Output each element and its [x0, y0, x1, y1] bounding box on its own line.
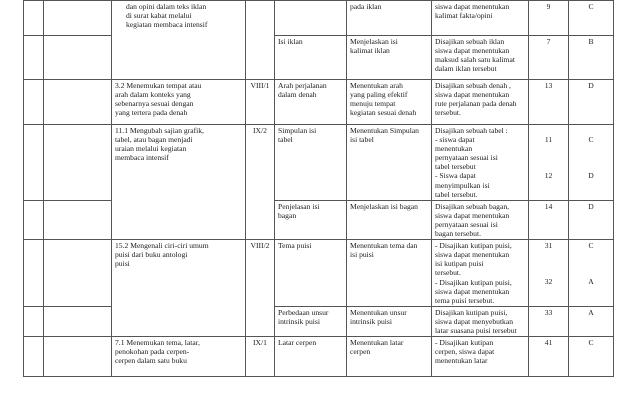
blank-cell [44, 306, 112, 336]
materi-cell: Simpulan isi tabel [275, 125, 347, 201]
kunci-jawaban-value: C [588, 241, 594, 251]
bentuk-soal-cell: - Disajikan kutipan puisi, siswa dapat menentukan isi kutipan puisi tersebut. - Disajikan kutipan puisi, siswa dapat menentukan tema puisi tersebut. [432, 240, 529, 307]
kunci-jawaban-value: D [588, 171, 594, 181]
nomor-soal-value: 12 [544, 171, 553, 181]
bentuk-soal-cell: Disajikan sebuah denah , siswa dapat menentukan rute perjalanan pada denah tersebut. [432, 80, 529, 125]
bentuk-soal-cell: Disajikan sebuah tabel : - siswa dapat menentukan pernyataan sesuai isi tabel tersebut - Siswa dapat menyimpulkan isi tabel tersebut. [432, 125, 529, 201]
kunci-jawaban-value: C [588, 135, 594, 144]
bentuk-soal-cell: Disajikan kutipan puisi, siswa dapat menyebutkan latar suasana puisi tersebut [432, 306, 529, 336]
nomor-soal-cell: 41 [529, 337, 569, 377]
blank-cell [44, 1, 112, 36]
kunci-jawaban-cell: D [569, 80, 614, 125]
kelas-semester-cell [246, 1, 275, 80]
kunci-jawaban-cell: D [569, 200, 614, 239]
nomor-soal-value: 31 [544, 241, 553, 251]
indikator-cell: Menentukan arah yang paling efektif menuju tempat kegiatan sesuai denah [347, 80, 432, 125]
materi-cell: Penjelasan isi bagan [275, 200, 347, 239]
indikator-cell: Menentukan Simpulan isi tabel [347, 125, 432, 201]
blank-cell [24, 125, 44, 201]
nomor-soal-value: 32 [544, 277, 553, 287]
blank-cell [44, 125, 112, 201]
kelas-semester-cell: VIII/1 [246, 80, 275, 125]
blank-cell [44, 337, 112, 377]
nomor-soal-cell: 33 [529, 306, 569, 336]
indikator-cell: Menjelaskan isi bagan [347, 200, 432, 239]
bentuk-soal-cell: Disajikan sebuah bagan, siswa dapat menentukan pernyataan sesuai isi bagan tersebut. [432, 200, 529, 239]
materi-cell: Arah perjalanan dalam denah [275, 80, 347, 125]
kompetensi-dasar-cell: 3.2 Menemukan tempat atau arah dalam konteks yang sebenarnya sesuai dengan yang tertera pada denah [112, 80, 246, 125]
materi-cell: Perbedaan unsur intrinsik puisi [275, 306, 347, 336]
indikator-cell: Menentukan latar cerpen [347, 337, 432, 377]
bentuk-soal-cell: Disajikan sebuah iklan siswa dapat menentukan maksud salah satu kalimat dalam iklan tersebut [432, 36, 529, 80]
blank-cell [24, 1, 44, 36]
table-row [24, 1, 614, 36]
blank-cell [24, 337, 44, 377]
kunci-jawaban-cell: C [569, 1, 614, 36]
nomor-soal-cell [529, 125, 569, 201]
kelas-semester-cell: IX/2 [246, 125, 275, 240]
kunci-jawaban-cell: B [569, 36, 614, 80]
indikator-cell: Menjelaskan isi kalimat iklan [347, 36, 432, 80]
kompetensi-dasar-cell: dan opini dalam teks iklan di surat kabat melalui kegiatan membaca intensif [112, 1, 246, 80]
kelas-semester-cell: VIII/2 [246, 240, 275, 337]
blank-cell [24, 80, 44, 125]
indikator-cell: Menentukan unsur intrinsik puisi [347, 306, 432, 336]
kunci-jawaban-cell [569, 240, 614, 307]
kompetensi-dasar-cell: 7.1 Menemukan tema, latar, penokohan pada cerpen- cerpen dalam satu buku [112, 337, 246, 377]
blank-cell [44, 240, 112, 307]
kunci-jawaban-cell: A [569, 306, 614, 336]
kunci-jawaban-value: A [588, 277, 594, 287]
blank-cell [44, 36, 112, 80]
blank-cell [44, 80, 112, 125]
blank-cell [44, 200, 112, 239]
nomor-soal-cell: 14 [529, 200, 569, 239]
bentuk-soal-cell: siswa dapat menentukan kalimat fakta/opini [432, 1, 529, 36]
kunci-jawaban-cell: C [569, 337, 614, 377]
blank-cell [24, 36, 44, 80]
blank-cell [24, 200, 44, 239]
kompetensi-dasar-cell: 11.1 Mengubah sajian grafik, tabel, atau bagan menjadi uraian melalui kegiatan membaca intensif [112, 125, 246, 240]
indikator-cell: pada iklan [347, 1, 432, 36]
table-row [24, 80, 614, 125]
bentuk-soal-cell: - Disajikan kutipan cerpen, siswa dapat menentukan latar [432, 337, 529, 377]
materi-cell: Isi iklan [275, 36, 347, 80]
table-row [24, 125, 614, 201]
kompetensi-dasar-cell: 15.2 Mengenali ciri-ciri umum puisi dari buku antologi puisi [112, 240, 246, 337]
kisi-kisi-table [23, 0, 614, 377]
materi-cell: Latar cerpen [275, 337, 347, 377]
nomor-soal-cell: 9 [529, 1, 569, 36]
kelas-semester-cell: IX/1 [246, 337, 275, 377]
table-row [24, 337, 614, 377]
table-row [24, 240, 614, 307]
nomor-soal-value: 11 [544, 135, 553, 144]
indikator-cell: Menentukan tema dan isi puisi [347, 240, 432, 307]
materi-cell [275, 1, 347, 36]
blank-cell [24, 240, 44, 307]
kunci-jawaban-cell [569, 125, 614, 201]
materi-cell: Tema puisi [275, 240, 347, 307]
blank-cell [24, 306, 44, 336]
nomor-soal-cell: 7 [529, 36, 569, 80]
nomor-soal-cell: 13 [529, 80, 569, 125]
nomor-soal-cell [529, 240, 569, 307]
